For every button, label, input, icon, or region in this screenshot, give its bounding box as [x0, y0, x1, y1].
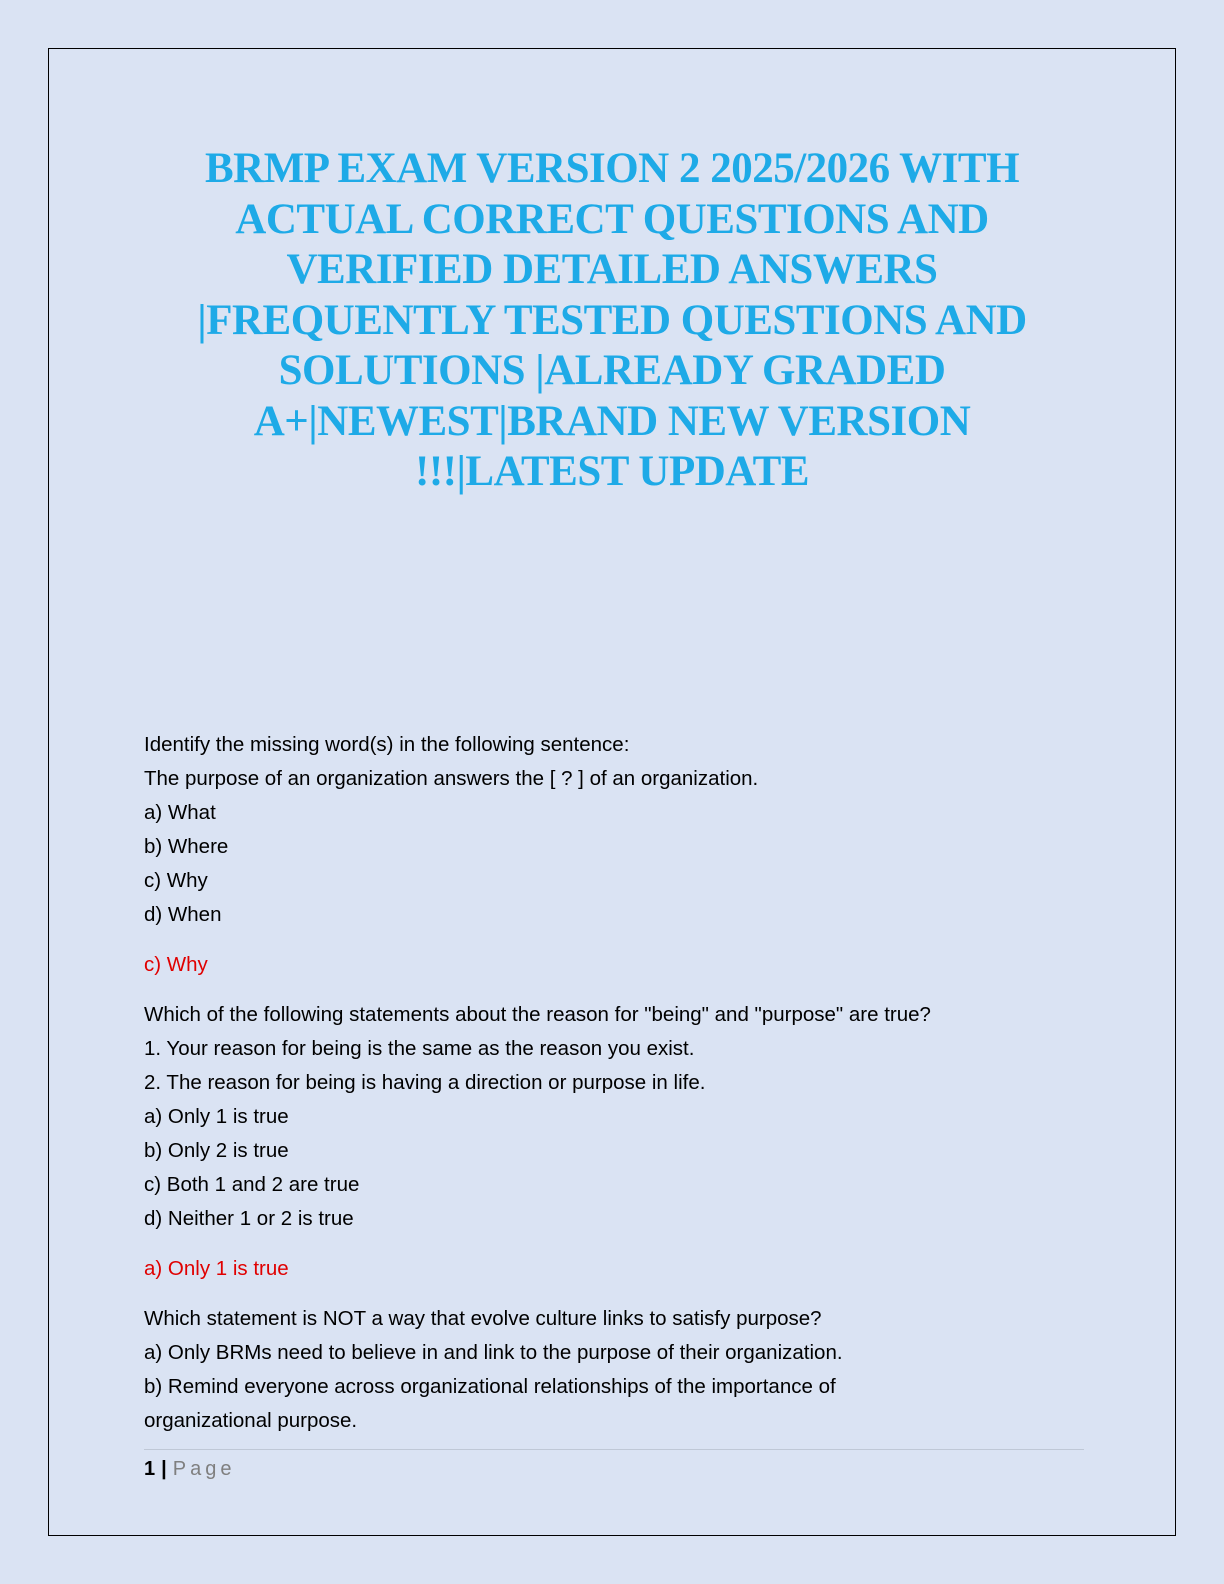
title-line: VERIFIED DETAILED ANSWERS — [286, 246, 938, 293]
option-b: b) Where — [144, 835, 229, 858]
option-d: d) When — [144, 903, 222, 926]
question-prompt: Identify the missing word(s) in the following sentence: — [144, 733, 630, 756]
page-footer — [144, 1454, 235, 1484]
option-b: b) Remind everyone across organizational relationships of the importance of — [144, 1375, 836, 1398]
title-line: BRMP EXAM VERSION 2 2025/2026 WITH — [204, 145, 1020, 192]
title-line: !!!|LATEST UPDATE — [415, 448, 809, 495]
page-separator: | — [161, 1458, 167, 1480]
question-block-1 — [144, 728, 1084, 982]
title-line: SOLUTIONS |ALREADY GRADED — [278, 347, 946, 394]
document-body — [144, 728, 1084, 1438]
question-prompt: Which statement is NOT a way that evolve culture links to satisfy purpose? — [144, 1307, 822, 1330]
statement-1: 1. Your reason for being is the same as the reason you exist. — [144, 1037, 695, 1060]
page-number: 1 — [144, 1458, 156, 1480]
option-a: a) What — [144, 801, 216, 824]
answer-text: a) Only 1 is true — [144, 1257, 289, 1280]
option-a: a) Only BRMs need to believe in and link to the purpose of their organization. — [144, 1341, 843, 1364]
statement-2: 2. The reason for being is having a direction or purpose in life. — [144, 1071, 706, 1094]
question-text: The purpose of an organization answers the [ ? ] of an organization. — [144, 767, 759, 790]
title-line: A+|NEWEST|BRAND NEW VERSION — [253, 397, 971, 445]
title-line: ACTUAL CORRECT QUESTIONS AND — [235, 195, 989, 243]
option-d: d) Neither 1 or 2 is true — [144, 1207, 354, 1230]
question-block-3 — [144, 1302, 1084, 1438]
option-b-continued: organizational purpose. — [144, 1409, 358, 1432]
question-prompt: Which of the following statements about the reason for "being" and "purpose" are true? — [144, 1003, 931, 1026]
document-title — [160, 144, 1064, 498]
page-label: Page — [172, 1458, 236, 1480]
option-c: c) Why — [144, 869, 208, 892]
answer-text: c) Why — [144, 953, 208, 976]
title-line: |FREQUENTLY TESTED QUESTIONS AND — [197, 296, 1027, 344]
question-block-2 — [144, 998, 1084, 1286]
option-a: a) Only 1 is true — [144, 1105, 289, 1128]
option-b: b) Only 2 is true — [144, 1139, 289, 1162]
option-c: c) Both 1 and 2 are true — [144, 1173, 360, 1196]
footer-divider — [144, 1449, 1084, 1450]
